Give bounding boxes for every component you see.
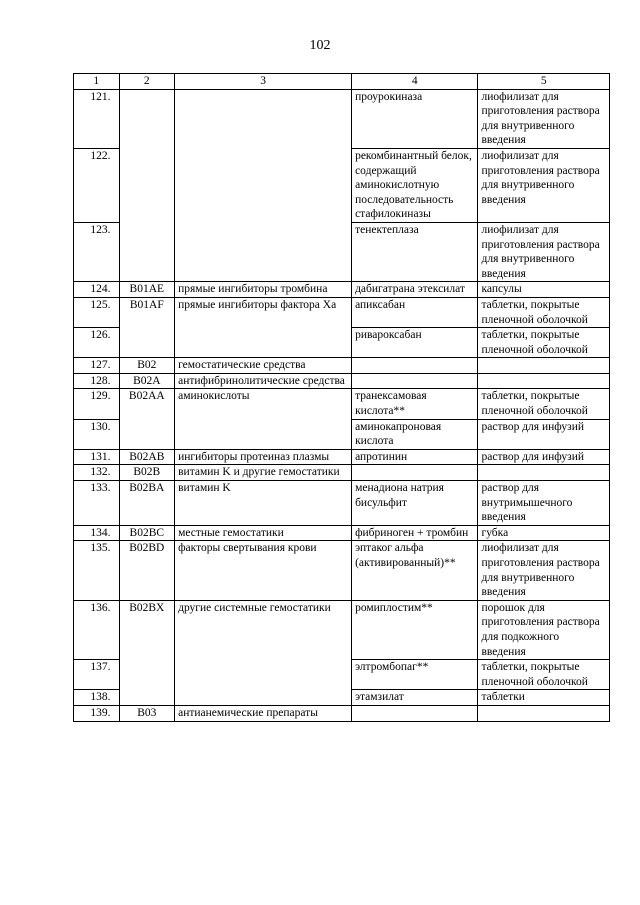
atc-code: B01AE (119, 282, 175, 298)
column-header-3: 3 (175, 74, 352, 90)
table-row (74, 389, 610, 419)
atc-code: B01AF (119, 297, 175, 357)
drug-name: элтромбопаг** (352, 660, 478, 690)
row-number: 139. (74, 705, 120, 721)
atc-code: B02AB (119, 449, 175, 465)
drug-name: апротинин (352, 449, 478, 465)
drug-name: ривароксабан (352, 328, 478, 358)
drug-name: рекомбинантный белок, содержащий аминокислотную последовательность стафилокиназы (352, 148, 478, 222)
column-header-1: 1 (74, 74, 120, 90)
drug-name (352, 705, 478, 721)
drug-name (352, 465, 478, 481)
dosage-form (478, 358, 610, 374)
drug-name: ромиплостим** (352, 600, 478, 659)
column-header-4: 4 (352, 74, 478, 90)
row-number: 128. (74, 373, 120, 389)
row-number: 130. (74, 419, 120, 449)
dosage-form: лиофилизат для приготовления раствора для внутривенного введения (478, 541, 610, 600)
dosage-form: таблетки (478, 690, 610, 706)
group-name: витамин K (175, 481, 352, 526)
drug-name (352, 358, 478, 374)
dosage-form: раствор для инфузий (478, 419, 610, 449)
table-row (74, 358, 610, 374)
dosage-form: раствор для внутримышечного введения (478, 481, 610, 526)
table-row (74, 89, 610, 148)
atc-code: B03 (119, 705, 175, 721)
group-name: прямые ингибиторы тромбина (175, 282, 352, 298)
dosage-form: таблетки, покрытые пленочной оболочкой (478, 297, 610, 327)
dosage-form: таблетки, покрытые пленочной оболочкой (478, 660, 610, 690)
drug-name (352, 373, 478, 389)
atc-code: B02BD (119, 541, 175, 600)
dosage-form (478, 705, 610, 721)
row-number: 131. (74, 449, 120, 465)
row-number: 129. (74, 389, 120, 419)
group-name (175, 89, 352, 282)
group-name: антифибринолитические средства (175, 373, 352, 389)
dosage-form: лиофилизат для приготовления раствора для внутривенного введения (478, 222, 610, 281)
drug-name: фибриноген + тромбин (352, 525, 478, 541)
table-row (74, 449, 610, 465)
drug-name: тенектеплаза (352, 222, 478, 281)
atc-code: B02B (119, 465, 175, 481)
group-name: витамин K и другие гемостатики (175, 465, 352, 481)
group-name: прямые ингибиторы фактора Xa (175, 297, 352, 357)
drug-name: дабигатрана этексилат (352, 282, 478, 298)
row-number: 124. (74, 282, 120, 298)
drug-name: эптаког альфа (активированный)** (352, 541, 478, 600)
dosage-form: лиофилизат для приготовления раствора для внутривенного введения (478, 89, 610, 148)
table-row (74, 297, 610, 327)
dosage-form: таблетки, покрытые пленочной оболочкой (478, 389, 610, 419)
table-row (74, 600, 610, 659)
drug-name: менадиона натрия бисульфит (352, 481, 478, 526)
dosage-form (478, 465, 610, 481)
row-number: 126. (74, 328, 120, 358)
row-number: 133. (74, 481, 120, 526)
drug-list-table (73, 73, 610, 722)
dosage-form: лиофилизат для приготовления раствора для внутривенного введения (478, 148, 610, 222)
row-number: 125. (74, 297, 120, 327)
row-number: 137. (74, 660, 120, 690)
row-number: 122. (74, 148, 120, 222)
group-name: местные гемостатики (175, 525, 352, 541)
atc-code (119, 89, 175, 282)
row-number: 121. (74, 89, 120, 148)
dosage-form: раствор для инфузий (478, 449, 610, 465)
atc-code: B02A (119, 373, 175, 389)
group-name: аминокислоты (175, 389, 352, 449)
drug-name: транексамовая кислота** (352, 389, 478, 419)
dosage-form: таблетки, покрытые пленочной оболочкой (478, 328, 610, 358)
group-name: антианемические препараты (175, 705, 352, 721)
drug-name: этамзилат (352, 690, 478, 706)
atc-code: B02AA (119, 389, 175, 449)
table-row (74, 465, 610, 481)
row-number: 134. (74, 525, 120, 541)
group-name: другие системные гемостатики (175, 600, 352, 705)
dosage-form: капсулы (478, 282, 610, 298)
drug-name: апиксабан (352, 297, 478, 327)
drug-name: аминокапроновая кислота (352, 419, 478, 449)
row-number: 136. (74, 600, 120, 659)
atc-code: B02BA (119, 481, 175, 526)
row-number: 135. (74, 541, 120, 600)
group-name: факторы свертывания крови (175, 541, 352, 600)
page-number: 102 (309, 38, 331, 53)
table-row (74, 373, 610, 389)
row-number: 127. (74, 358, 120, 374)
dosage-form (478, 373, 610, 389)
table-header-row (74, 74, 610, 90)
row-number: 123. (74, 222, 120, 281)
row-number: 132. (74, 465, 120, 481)
drug-name: проурокиназа (352, 89, 478, 148)
atc-code: B02 (119, 358, 175, 374)
dosage-form: порошок для приготовления раствора для подкожного введения (478, 600, 610, 659)
table-row (74, 282, 610, 298)
table-row (74, 705, 610, 721)
group-name: гемостатические средства (175, 358, 352, 374)
column-header-5: 5 (478, 74, 610, 90)
table-row (74, 481, 610, 526)
table-row (74, 541, 610, 600)
column-header-2: 2 (119, 74, 175, 90)
group-name: ингибиторы протеиназ плазмы (175, 449, 352, 465)
atc-code: B02BC (119, 525, 175, 541)
atc-code: B02BX (119, 600, 175, 705)
table-row (74, 525, 610, 541)
dosage-form: губка (478, 525, 610, 541)
row-number: 138. (74, 690, 120, 706)
